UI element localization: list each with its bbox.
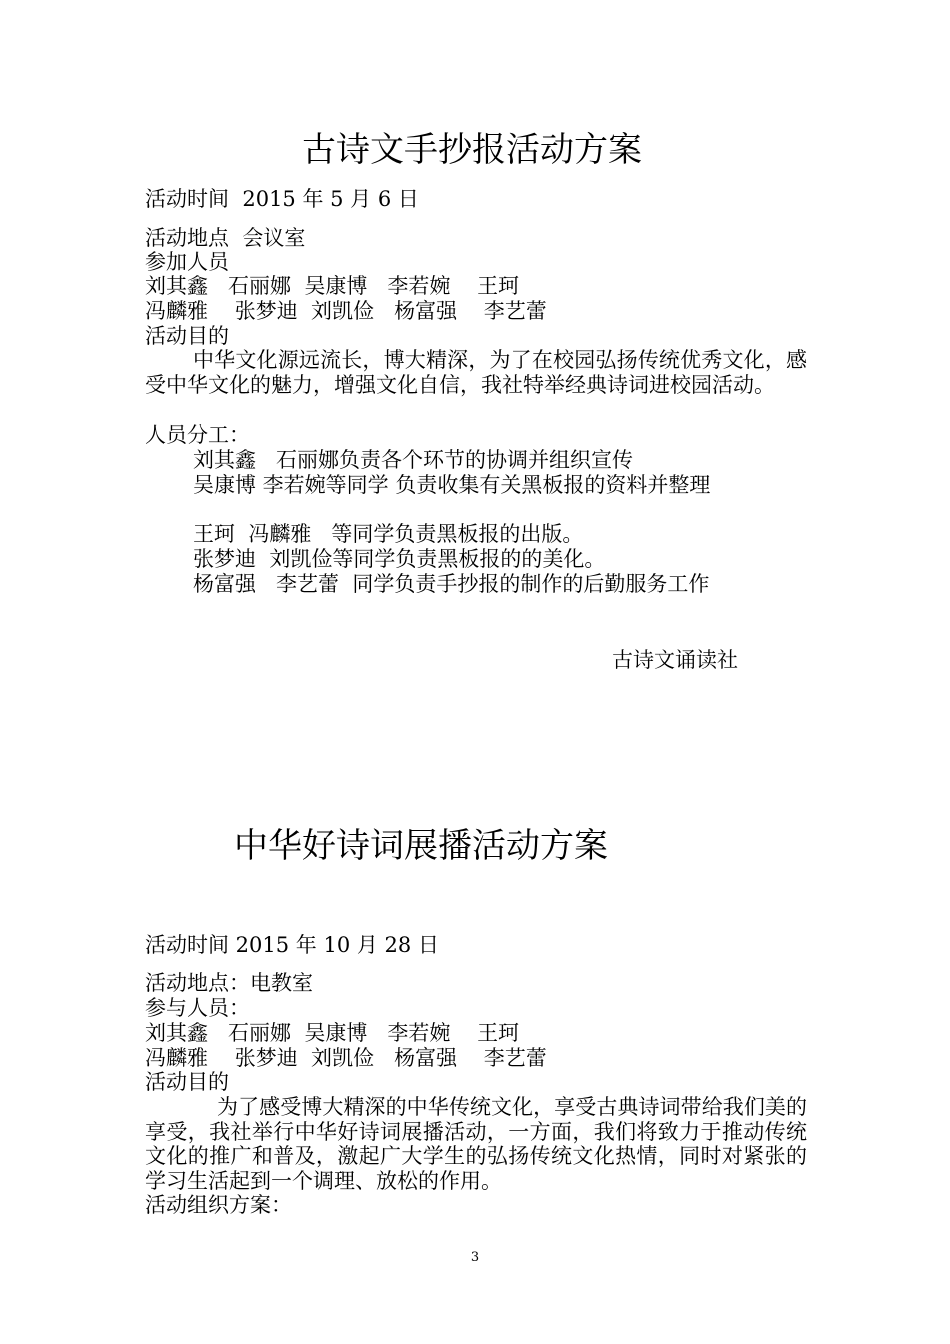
section1-title: 古诗文手抄报活动方案 xyxy=(302,130,642,170)
section1-purpose-label: 活动目的 xyxy=(145,324,229,348)
section1-division-item xyxy=(145,473,807,498)
section2-organization-label: 活动组织方案： xyxy=(145,1193,292,1217)
section2-place: 活动地点：电教室 xyxy=(145,971,313,995)
section2-purpose-label: 活动目的 xyxy=(145,1070,229,1094)
section1-division-item: 杨富强 李艺蕾 同学负责手抄报的制作的后勤服务工作 xyxy=(193,572,710,596)
section2-participants-label: 参与人员： xyxy=(145,996,250,1020)
section2-title: 中华好诗词展播活动方案 xyxy=(234,826,608,866)
section2-time: 活动时间 2015 年 10 月 28 日 xyxy=(145,933,439,957)
section1-division-item: 王珂 冯麟雅 等同学负责黑板报的出版。 xyxy=(193,522,584,546)
section1-place: 活动地点 会议室 xyxy=(145,226,306,250)
section2-participants-row1: 刘其鑫 石丽娜 吴康博 李若婉 王珂 xyxy=(145,1021,520,1045)
section1-purpose-text xyxy=(145,348,807,397)
section1-division-item-text: 吴康博 李若婉等同学 负责收集有关黑板报的资料并整理 xyxy=(193,473,711,497)
section2-purpose-content: 为了感受博大精深的中华传统文化，享受古典诗词带给我们美的享受，我社举行中华好诗词展播活动，一方面，我们将致力于推动传统文化的推广和普及，激起广大学生的弘扬传统文化热情，同时对紧张的学习生活起到一个调理、放松的作用。 xyxy=(145,1095,807,1193)
section2-purpose-text xyxy=(145,1095,807,1193)
section1-division-item: 张梦迪 刘凯俭等同学负责黑板报的的美化。 xyxy=(193,547,606,571)
page-number: 3 xyxy=(470,1250,480,1265)
section1-participants-row2: 冯麟雅 张梦迪 刘凯俭 杨富强 李艺蕾 xyxy=(145,299,547,323)
section1-participants-label: 参加人员 xyxy=(145,250,229,274)
section1-division-item: 刘其鑫 石丽娜负责各个环节的协调并组织宣传 xyxy=(193,448,634,472)
section1-time: 活动时间 2015 年 5 月 6 日 xyxy=(145,187,419,211)
section1-participants-row1: 刘其鑫 石丽娜 吴康博 李若婉 王珂 xyxy=(145,274,520,298)
section1-purpose-content: 中华文化源远流长，博大精深，为了在校园弘扬传统优秀文化，感受中华文化的魅力，增强文化自信，我社特举经典诗词进校园活动。 xyxy=(145,348,807,397)
section2-participants-row2: 冯麟雅 张梦迪 刘凯俭 杨富强 李艺蕾 xyxy=(145,1046,547,1070)
organization-signature: 古诗文诵读社 xyxy=(612,648,738,672)
section1-division-label: 人员分工： xyxy=(145,423,250,447)
